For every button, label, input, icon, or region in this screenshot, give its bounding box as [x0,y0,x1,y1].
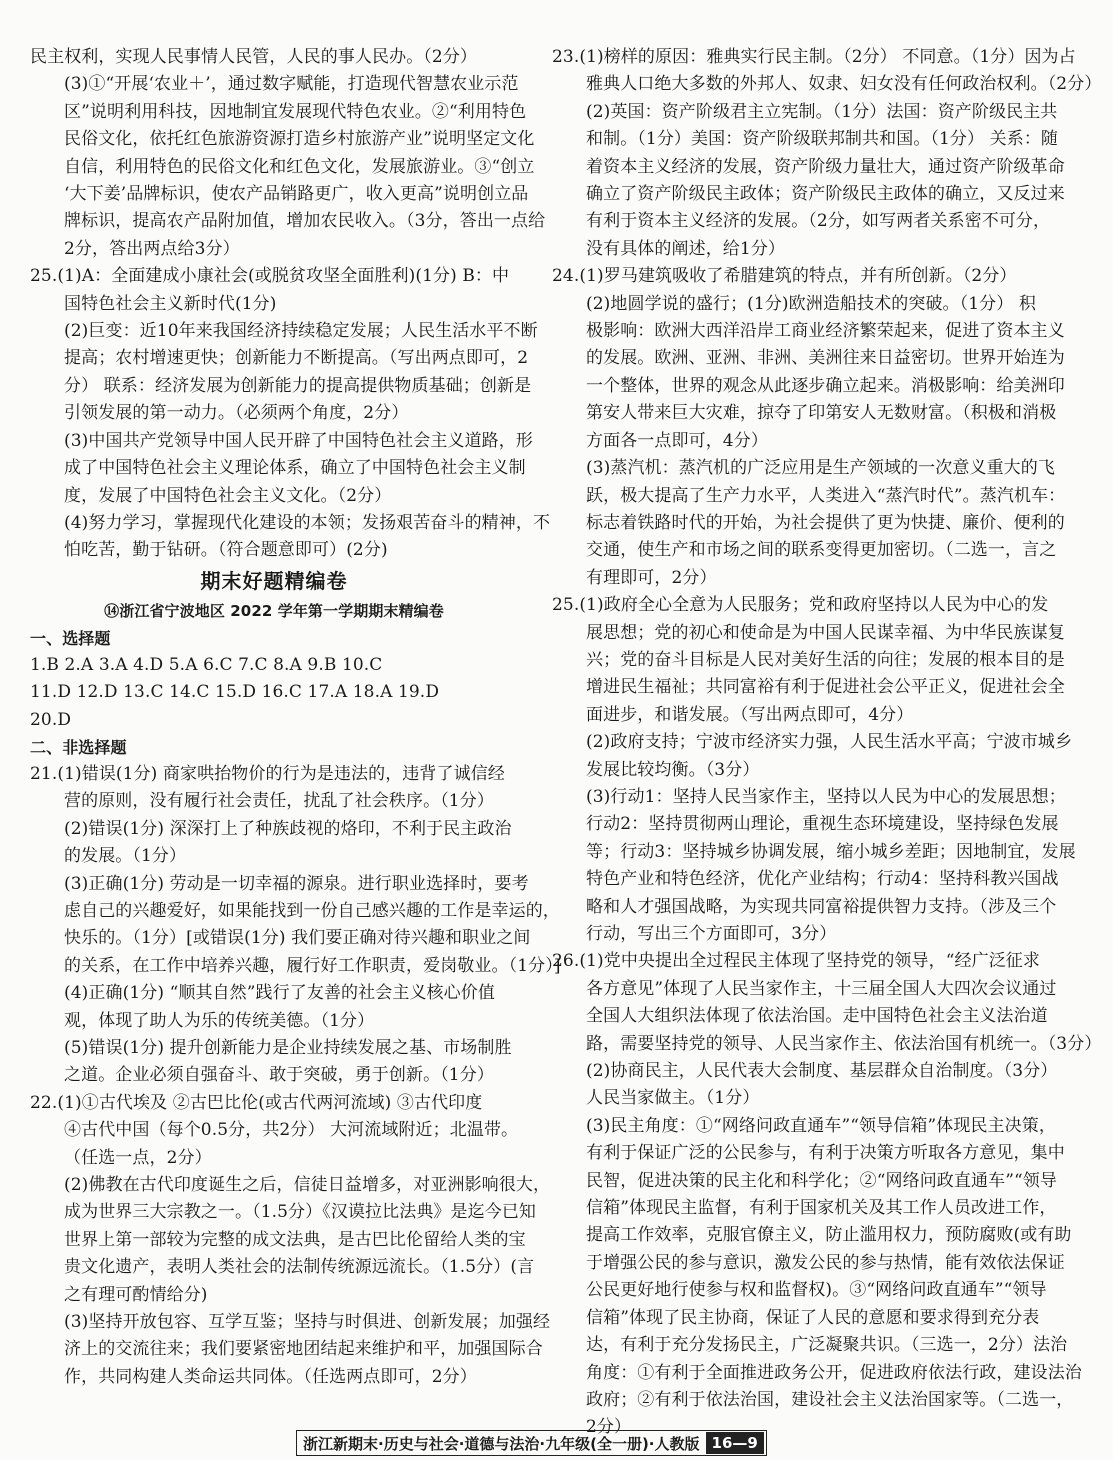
text-line: 有理即可，2分） [586,567,717,588]
text-line: 各方意见”体现了人民当家作主，十三届全国人大四次会议通过 [586,978,1057,999]
text-line: 没有具体的阐述，给1分） [586,238,786,259]
text-line: 全国人大组织法体现了依法治国。走中国特色社会主义法治道 [586,1006,1048,1027]
text-line: 有利于资本主义经济的发展。（2分，如写两者关系密不可分， [586,211,1051,232]
text-line: 的发展。（1分） [64,846,187,867]
text-line: 达，有利于充分发扬民主，广泛凝聚共识。（三选一，2分）法治 [586,1335,1068,1356]
text-line: 牌标识，提高农产品附加值，增加农民收入。（3分，答出一点给 [64,211,546,232]
text-line: ④古代中国（每个0.5分，共2分） 大河流域附近；北温带。 [64,1120,519,1141]
text-line: 21.(1)错误(1分) 商家哄抬物价的行为是违法的，违背了诚信经 [30,763,505,784]
text-line: 行动2：坚持贯彻两山理论，重视生态环境建设，坚持绿色发展 [586,814,1059,835]
text-line: 发展比较均衡。（3分） [586,759,760,780]
text-line: 路，需要坚持党的领导、人民当家作主、依法治国有机统一。（3分） [586,1033,1102,1054]
text-line: (3)正确(1分) 劳动是一切幸福的源泉。进行职业选择时，要考 [64,873,529,894]
text-line: 等；行动3：坚持城乡协调发展，缩小城乡差距；因地制宜，发展 [586,841,1076,862]
text-line: 2分，答出两点给3分） [64,238,240,259]
text-line: (3)中国共产党领导中国人民开辟了中国特色社会主义道路，形 [64,430,533,451]
page-footer [296,1430,767,1456]
text-line: 成了中国特色社会主义理论体系，确立了中国特色社会主义制 [64,458,526,479]
right-column [552,44,1102,1442]
text-line: 公民更好地行使参与权和监督权)。③“网络问政直通车”“领导 [586,1280,1047,1301]
text-line: (3)蒸汽机：蒸汽机的广泛应用是生产领域的一次意义重大的飞 [586,458,1055,479]
text-line: 政府；②有利于依法治国，建设社会主义法治国家等。（二选一， [586,1389,1074,1410]
text-line: 交通，使生产和市场之间的联系变得更加密切。（二选一，言之 [586,540,1057,561]
left-column [30,44,561,1391]
text-line: （任选一点，2分） [64,1147,212,1168]
text-line: 11.D 12.D 13.C 14.C 15.D 16.C 17.A 18.A 19.D [30,682,440,703]
text-line: 行动，写出三个方面即可，3分） [586,924,837,944]
text-line: 之有理可酌情给分) [64,1284,208,1305]
text-line: 提高；农村增速更快；创新能力不断提高。（写出两点即可，2 [64,348,529,369]
text-line: 和制。（1分）美国：资产阶级联邦制共和国。（1分） 关系：随 [586,129,1059,150]
page-number: 16—9 [706,1432,764,1454]
text-line: (4)努力学习，掌握现代化建设的本领；发扬艰苦奋斗的精神，不 [64,512,551,533]
text-line: 怕吃苦，勤于钻研。（符合题意即可）(2分) [64,540,388,561]
text-line: (2)佛教在古代印度诞生之后，信徒日益增多，对亚洲影响很大， [64,1175,551,1196]
text-line: (2)协商民主，人民代表大会制度、基层群众自治制度。（3分） [586,1061,1058,1082]
text-line: (3)①“开展‘农业＋’，通过数字赋能，打造现代智慧农业示范 [64,74,519,95]
text-line: 于增强公民的参与意识，激发公民的参与热情，能有效依法保证 [586,1252,1065,1273]
text-line: 确立了资产阶级民主政体；资产阶级民主政体的确立，又反过来 [586,184,1065,205]
text-line: 世界上第一部较为完整的成文法典，是古巴比伦留给人类的宝 [64,1229,526,1250]
text-line: 25.(1)A：全面建成小康社会(或脱贫攻坚全面胜利)(1分) B：中 [30,266,510,287]
text-line: 增进民生福祉；共同富裕有利于促进社会公平正义，促进社会全 [586,677,1065,698]
section-label: 二、非选择题 [30,737,127,757]
text-line: 快乐的。（1分）[或错误(1分) 我们要正确对待兴趣和职业之间 [64,928,531,949]
text-line: (2)地圆学说的盛行；(1分)欧洲造船技术的突破。（1分） 积 [586,293,1036,314]
text-line: ‘大下姜’品牌标识，使农产品销路更广，收入更高”说明创立品 [64,184,529,205]
text-line: 区”说明利用科技，因地制宜发展现代特色农业。②“利用特色 [64,101,527,122]
text-line: 2分） [586,1417,632,1438]
text-line: 26.(1)党中央提出全过程民主体现了坚持党的领导，“经广泛征求 [552,951,1041,972]
text-line: 作，共同构建人类命运共同体。（任选两点即可，2分） [64,1366,477,1387]
text-line: 分） 联系：经济发展为创新能力的提高提供物质基础；创新是 [64,375,532,396]
text-line: (2)英国：资产阶级君主立宪制。（1分）法国：资产阶级民主共 [586,101,1058,122]
text-line: 的关系，在工作中培养兴趣，履行好工作职责，爱岗敬业。（1分）] [64,955,561,976]
text-line: 人民当家做主。（1分） [586,1088,760,1109]
text-line: 22.(1)①古代埃及 ②古巴比伦(或古代两河流域) ③古代印度 [30,1092,483,1113]
text-line: 的发展。欧洲、亚洲、非洲、美洲往来日益密切。世界开始连为 [586,348,1065,369]
text-line: 略和人才强国战略，为实现共同富裕提供智力支持。（涉及三个 [586,896,1057,917]
exam-title: ⑭浙江省宁波地区 2022 学年第一学期期末精编卷 [104,601,444,620]
text-line: 跃，极大提高了生产力水平，人类进入“蒸汽时代”。蒸汽机车： [586,485,1066,506]
section-heading: 期末好题精编卷 [200,568,348,593]
text-line: 25.(1)政府全心全意为人民服务；党和政府坚持以人民为中心的发 [552,595,1049,616]
text-line: 着资本主义经济的发展，资产阶级力量壮大，通过资产阶级革命 [586,156,1065,177]
text-line: (2)错误(1分) 深深打上了种族歧视的烙印，不利于民主政治 [64,818,512,839]
text-line: 特色产业和特色经济，优化产业结构；行动4：坚持科教兴国战 [586,869,1059,890]
text-line: 面进步，和谐发展。（写出两点即可，4分） [586,704,914,725]
text-line: 信箱”体现民主监督，有利于国家机关及其工作人员改进工作， [586,1198,1057,1219]
text-line: 民主权利，实现人民事情人民管，人民的事人民办。（2分） [30,47,478,67]
text-line: 方面各一点即可，4分） [586,430,768,451]
text-line: 营的原则，没有履行社会责任，扰乱了社会秩序。（1分） [64,791,494,812]
text-line: 国特色社会主义新时代(1分) [64,293,277,314]
text-line: 民智，促进决策的民主化和科学化；②“网络问政直通车”“领导 [586,1170,1057,1191]
text-line: 1.B 2.A 3.A 4.D 5.A 6.C 7.C 8.A 9.B 10.C [30,654,383,675]
text-line: 雅典人口绝大多数的外邦人、奴隶、妇女没有任何政治权利。（2分） [586,74,1102,95]
text-line: (3)坚持开放包容、互学互鉴；坚持与时俱进、创新发展；加强经 [64,1312,551,1333]
text-line: 贵文化遗产，表明人类社会的法制传统源远流长。（1.5分）(言 [64,1257,535,1278]
text-line: 度，发展了中国特色社会主义文化。（2分） [64,485,392,506]
text-line: (3)行动1：坚持人民当家作主，坚持以人民为中心的发展思想； [586,786,1066,807]
text-line: (2)巨变：近10年来我国经济持续稳定发展；人民生活水平不断 [64,321,538,342]
text-line: 一个整体，世界的观念从此逐步确立起来。消极影响：给美洲印 [586,375,1065,396]
text-line: (2)政府支持；宁波市经济实力强，人民生活水平高；宁波市城乡 [586,732,1073,753]
section-label: 一、选择题 [30,628,111,648]
text-line: 自信，利用特色的民俗文化和红色文化，发展旅游业。③“创立 [64,156,535,177]
text-line: (5)错误(1分) 提升创新能力是企业持续发展之基、市场制胜 [64,1038,512,1058]
text-line: 展思想；党的初心和使命是为中国人民谋幸福、为中华民族谋复 [586,622,1065,643]
text-line: 兴；党的奋斗目标是人民对美好生活的向往；发展的根本目的是 [586,649,1065,670]
text-line: 信箱”体现了民主协商，保证了人民的意愿和要求得到充分表 [586,1307,1040,1328]
text-line: 引领发展的第一动力。（必须两个角度，2分） [64,403,409,424]
text-line: 济上的交流往来；我们要紧密地团结起来维护和平，加强国际合 [64,1339,543,1360]
text-line: 成为世界三大宗教之一。（1.5分）《汉谟拉比法典》是迄今已知 [64,1202,537,1223]
text-line: 20.D [30,709,72,730]
text-line: (4)正确(1分) “顺其自然”践行了友善的社会主义核心价值 [64,983,495,1004]
text-line: 24.(1)罗马建筑吸收了希腊建筑的特点，并有所创新。（2分） [552,266,1017,287]
text-line: 标志着铁路时代的开始，为社会提供了更为快捷、廉价、便利的 [586,512,1065,533]
text-line: 之道。企业必须自强奋斗、敢于突破，勇于创新。（1分） [64,1065,494,1086]
text-line: 极影响：欧洲大西洋沿岸工商业经济繁荣起来，促进了资本主义 [586,321,1065,342]
text-line: 23.(1)榜样的原因：雅典实行民主制。（2分） 不同意。（1分）因为占 [552,47,1076,67]
text-line: 角度：①有利于全面推进政务公开，促进政府依法行政，建设法治 [586,1362,1082,1383]
text-line: 民俗文化，依托红色旅游资源打造乡村旅游产业”说明坚定文化 [64,129,535,150]
text-line: 提高工作效率，克服官僚主义，防止滥用权力，预防腐败(或有助 [586,1225,1072,1246]
text-line: 虑自己的兴趣爱好，如果能找到一份自己感兴趣的工作是幸运的， [64,900,560,921]
text-line: 第安人带来巨大灾难，掠夺了印第安人无数财富。（积极和消极 [586,403,1057,424]
text-line: (3)民主角度：①“网络问政直通车”“领导信箱”体现民主决策， [586,1115,1056,1136]
footer-title: 浙江新期末·历史与社会·道德与法治·九年级(全一册)·人教版 [303,1434,700,1453]
text-line: 观，体现了助人为乐的传统美德。（1分） [64,1010,375,1031]
text-line: 有利于保证广泛的公民参与，有利于决策方听取各方意见，集中 [586,1143,1065,1164]
